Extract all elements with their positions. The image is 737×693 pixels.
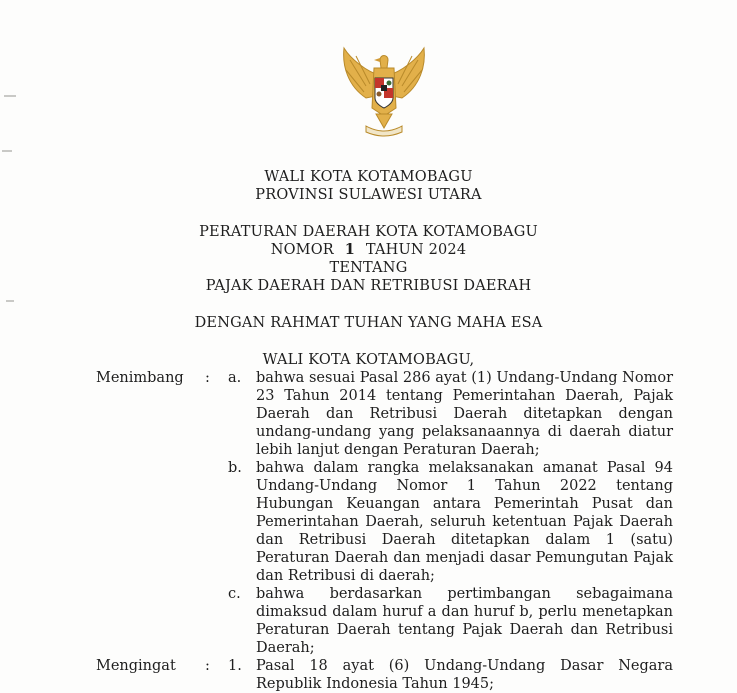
number-prefix: NOMOR bbox=[270, 242, 334, 258]
regulation-about: TENTANG bbox=[329, 260, 408, 276]
recalling-colon: : bbox=[205, 658, 210, 674]
scan-mark bbox=[6, 300, 14, 302]
considering-item-text: bahwa dalam rangka melaksanakan amanat Pasal 94 Undang-Undang Nomor 1 Tahun 2022 tentang Hubungan Keuangan antara Pemerintah Pusat dan Pemerintahan Daerah, seluruh ketentuan Pajak Daerah dan Retribusi Daerah ditetapkan dalam 1 (satu) Peraturan Daerah dan menjadi dasar Pemungutan Pajak dan Retribusi di daerah; bbox=[256, 460, 673, 584]
scan-mark bbox=[2, 150, 12, 152]
official-heading: WALI KOTA KOTAMOBAGU, bbox=[262, 352, 475, 368]
scan-mark bbox=[4, 95, 16, 97]
recalling-item-text: Pasal 18 ayat (6) Undang-Undang Dasar Negara Republik Indonesia Tahun 1945; bbox=[256, 658, 673, 692]
considering-item-text: bahwa berdasarkan pertimbangan sebagaimana dimaksud dalam huruf a dan huruf b, perlu menetapkan Peraturan Daerah tentang Pajak Daerah dan Retribusi Daerah; bbox=[256, 586, 673, 656]
considering-item-marker: b. bbox=[228, 460, 242, 476]
official-title: WALI KOTA KOTAMOBAGU bbox=[264, 169, 473, 185]
province-title: PROVINSI SULAWESI UTARA bbox=[255, 187, 482, 203]
number-value: 1 bbox=[344, 241, 356, 258]
recalling-label: Mengingat bbox=[96, 658, 176, 674]
number-year: TAHUN 2024 bbox=[365, 242, 467, 258]
invocation: DENGAN RAHMAT TUHAN YANG MAHA ESA bbox=[194, 315, 543, 331]
considering-colon: : bbox=[205, 370, 210, 386]
recalling-item-marker: 1. bbox=[228, 658, 242, 674]
considering-item-text: bahwa sesuai Pasal 286 ayat (1) Undang-Undang Nomor 23 Tahun 2014 tentang Pemerintahan Daerah, Pajak Daerah dan Retribusi Daerah ditetapkan dengan undang-undang yang pelaksanaannya di daerah diatur lebih lanjut dengan Peraturan Daerah; bbox=[256, 370, 673, 458]
regulation-number bbox=[0, 241, 737, 259]
regulation-subject: PAJAK DAERAH DAN RETRIBUSI DAERAH bbox=[205, 278, 532, 294]
considering-item-marker: a. bbox=[228, 370, 242, 386]
regulation-type: PERATURAN DAERAH KOTA KOTAMOBAGU bbox=[199, 224, 538, 240]
considering-label: Menimbang bbox=[96, 370, 184, 386]
considering-item-marker: c. bbox=[228, 586, 241, 602]
garuda-pancasila-emblem-icon bbox=[336, 46, 432, 142]
